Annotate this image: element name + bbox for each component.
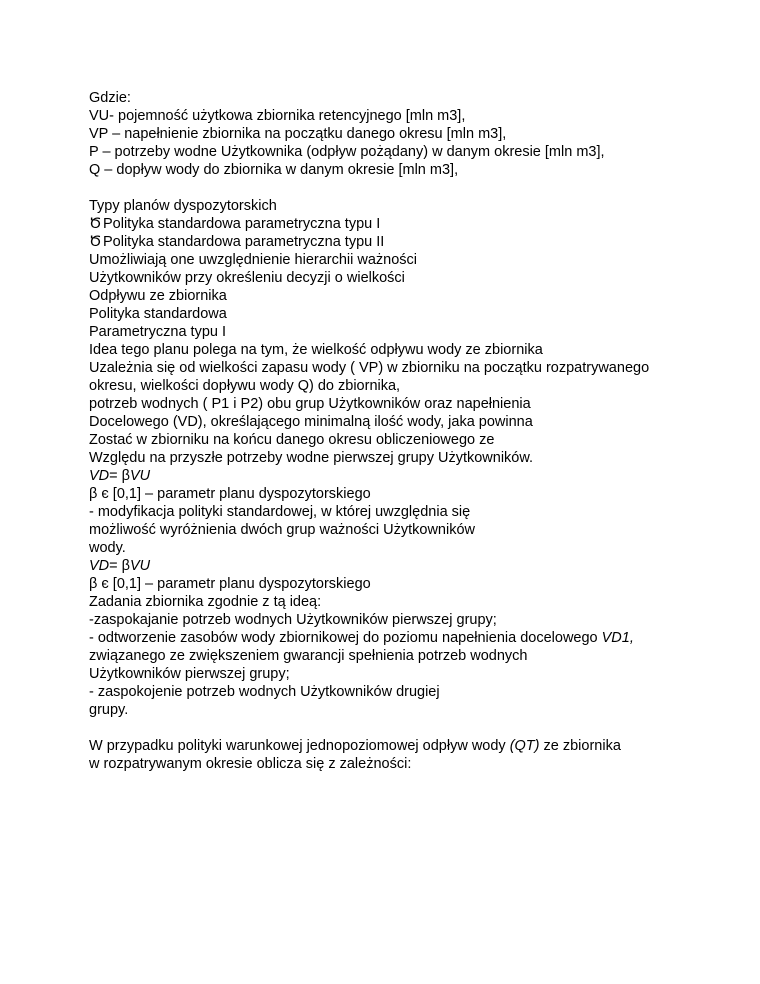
task-line: związanego ze zwiększeniem gwarancji spełnienia potrzeb wodnych <box>89 648 528 664</box>
plan-type-label: Polityka standardowa parametryczna typu I <box>103 216 381 232</box>
text-line: wody. <box>89 540 126 556</box>
formula-vd <box>89 557 729 575</box>
text-line: Idea tego planu polega na tym, że wielkość odpływu wody ze zbiornika <box>89 342 543 358</box>
document-body <box>89 89 729 773</box>
closing-symbol: (QT) <box>509 738 540 754</box>
definition-vp: VP – napełnienie zbiornika na początku danego okresu [mln m3], <box>89 126 507 142</box>
task-line: grupy. <box>89 702 129 718</box>
text-line: Względu na przyszłe potrzeby wodne pierwszej grupy Użytkowników. <box>89 450 534 466</box>
plan-type-item <box>89 215 729 233</box>
plan-type-label: Polityka standardowa parametryczna typu II <box>103 234 385 250</box>
parameter-line: β є [0,1] – parametr planu dyspozytorskiego <box>89 486 371 502</box>
task-line: - zaspokojenie potrzeb wodnych Użytkowników drugiej <box>89 684 440 700</box>
formula-lhs: VD <box>89 558 110 574</box>
definition-q: Q – dopływ wody do zbiornika w danym okresie [mln m3], <box>89 162 459 178</box>
tasks-heading: Zadania zbiornika zgodnie z tą ideą: <box>89 594 322 610</box>
definition-p: P – potrzeby wodne Użytkownika (odpływ pożądany) w danym okresie [mln m3], <box>89 144 605 160</box>
formula-eq: = β <box>109 558 130 574</box>
formula-vd <box>89 467 729 485</box>
formula-rhs: VU <box>130 468 151 484</box>
plan-type-item <box>89 233 729 251</box>
text-line: Polityka standardowa <box>89 306 227 322</box>
formula-lhs: VD <box>89 468 110 484</box>
text-line: - modyfikacja polityki standardowej, w której uwzględnia się <box>89 504 471 520</box>
task-line <box>89 629 729 647</box>
parameter-line: β є [0,1] – parametr planu dyspozytorskiego <box>89 576 371 592</box>
closing-line <box>89 737 729 755</box>
text-line: Użytkowników przy określeniu decyzji o wielkości <box>89 270 405 286</box>
task-line: Użytkowników pierwszej grupy; <box>89 666 290 682</box>
text-line: możliwość wyróżnienia dwóch grup ważności Użytkowników <box>89 522 476 538</box>
closing-text: W przypadku polityki warunkowej jednopoziomowej odpływ wody <box>89 738 510 754</box>
task-text: - odtworzenie zasobów wody zbiornikowej do poziomu napełnienia docelowego <box>89 630 602 646</box>
text-line: Parametryczna typu I <box>89 324 226 340</box>
bullet-icon: Ծ <box>89 234 102 250</box>
closing-text: ze zbiornika <box>539 738 621 754</box>
closing-line: w rozpatrywanym okresie oblicza się z zależności: <box>89 756 412 772</box>
formula-eq: = β <box>109 468 130 484</box>
text-line: Umożliwiają one uwzględnienie hierarchii ważności <box>89 252 418 268</box>
text-line: okresu, wielkości dopływu wody Q) do zbiornika, <box>89 378 401 394</box>
definitions-heading: Gdzie: <box>89 90 131 106</box>
text-line: Uzależnia się od wielkości zapasu wody ( VP) w zbiorniku na początku rozpatrywanego <box>89 360 650 376</box>
blank-line <box>89 719 729 737</box>
text-line: Odpływu ze zbiornika <box>89 288 227 304</box>
task-symbol: VD1, <box>601 630 634 646</box>
definition-vu: VU- pojemność użytkowa zbiornika retencyjnego [mln m3], <box>89 108 466 124</box>
blank-line <box>89 179 729 197</box>
formula-rhs: VU <box>130 558 151 574</box>
text-line: Zostać w zbiorniku na końcu danego okresu obliczeniowego ze <box>89 432 495 448</box>
plan-types-heading: Typy planów dyspozytorskich <box>89 198 277 214</box>
text-line: Docelowego (VD), określającego minimalną ilość wody, jaka powinna <box>89 414 533 430</box>
task-line: -zaspokajanie potrzeb wodnych Użytkowników pierwszej grupy; <box>89 612 497 628</box>
text-line: potrzeb wodnych ( P1 i P2) obu grup Użytkowników oraz napełnienia <box>89 396 531 412</box>
bullet-icon: Ծ <box>89 216 102 232</box>
